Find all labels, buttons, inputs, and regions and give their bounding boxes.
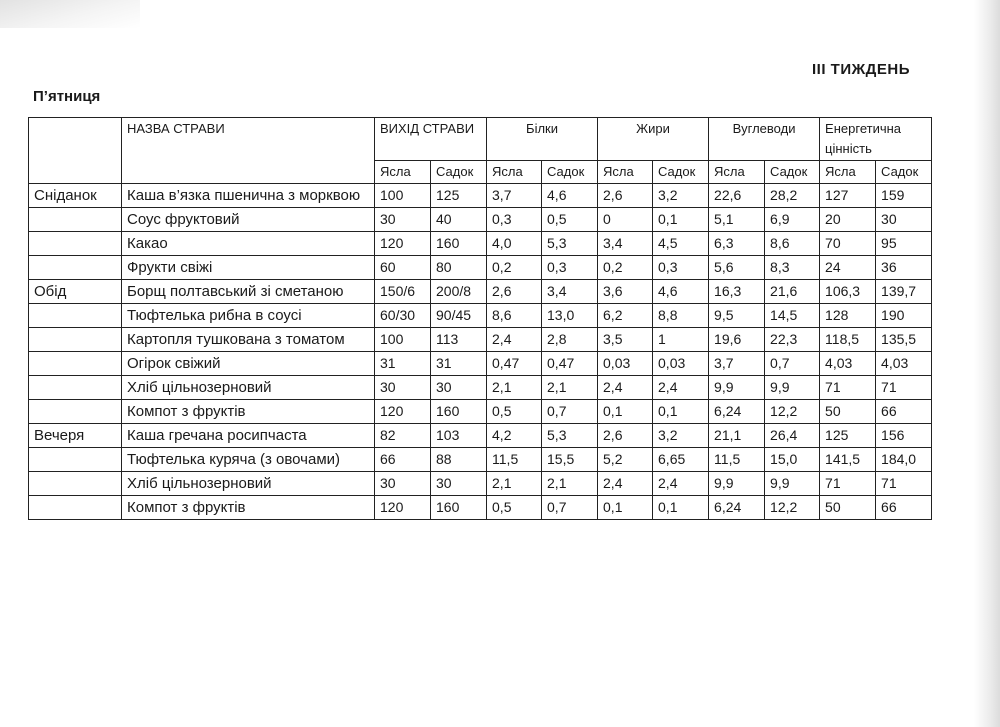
week-label: III ТИЖДЕНЬ (812, 61, 910, 78)
value-cell: 2,6 (598, 424, 653, 448)
table-row (29, 304, 932, 328)
value-cell: 20 (820, 208, 876, 232)
value-cell: 31 (375, 352, 431, 376)
value-cell: 60/30 (375, 304, 431, 328)
table-row (29, 280, 932, 304)
dish-name: Картопля тушкована з томатом (122, 328, 375, 352)
value-cell: 2,4 (653, 472, 709, 496)
header-energy: Енергетична цінність (820, 118, 932, 161)
value-cell: 36 (876, 256, 932, 280)
dish-name: Фрукти свіжі (122, 256, 375, 280)
value-cell: 15,0 (765, 448, 820, 472)
value-cell: 70 (820, 232, 876, 256)
value-cell: 159 (876, 184, 932, 208)
value-cell: 2,4 (653, 376, 709, 400)
day-title: П’ятниця (33, 88, 101, 105)
value-cell: 2,6 (487, 280, 542, 304)
subheader-nursery: Ясла (375, 161, 431, 184)
value-cell: 0,3 (487, 208, 542, 232)
value-cell: 4,0 (487, 232, 542, 256)
subheader-nursery: Ясла (598, 161, 653, 184)
dish-name: Каша в’язка пшенична з морквою (122, 184, 375, 208)
value-cell: 0,47 (487, 352, 542, 376)
value-cell: 9,9 (709, 376, 765, 400)
value-cell: 80 (431, 256, 487, 280)
dish-name: Огірок свіжий (122, 352, 375, 376)
value-cell: 113 (431, 328, 487, 352)
value-cell: 15,5 (542, 448, 598, 472)
value-cell: 0,7 (765, 352, 820, 376)
subheader-kindergarten: Садок (876, 161, 932, 184)
dish-name: Соус фруктовий (122, 208, 375, 232)
scan-shadow-edge (974, 0, 1000, 727)
value-cell: 0,1 (653, 400, 709, 424)
value-cell: 100 (375, 328, 431, 352)
value-cell: 60 (375, 256, 431, 280)
value-cell: 1 (653, 328, 709, 352)
table-row (29, 496, 932, 520)
value-cell: 3,4 (542, 280, 598, 304)
value-cell: 0,7 (542, 400, 598, 424)
table-row (29, 328, 932, 352)
value-cell: 21,1 (709, 424, 765, 448)
value-cell: 0,1 (653, 208, 709, 232)
value-cell: 2,1 (542, 376, 598, 400)
value-cell: 0,5 (542, 208, 598, 232)
value-cell: 3,2 (653, 424, 709, 448)
value-cell: 71 (820, 376, 876, 400)
value-cell: 8,3 (765, 256, 820, 280)
table-row (29, 352, 932, 376)
dish-name: Компот з фруктів (122, 496, 375, 520)
value-cell: 160 (431, 400, 487, 424)
value-cell: 9,9 (765, 376, 820, 400)
value-cell: 31 (431, 352, 487, 376)
value-cell: 5,2 (598, 448, 653, 472)
value-cell: 50 (820, 496, 876, 520)
value-cell: 160 (431, 232, 487, 256)
dish-name: Борщ полтавський зі сметаною (122, 280, 375, 304)
value-cell: 6,24 (709, 496, 765, 520)
value-cell: 95 (876, 232, 932, 256)
meal-cell-empty (29, 472, 122, 496)
value-cell: 13,0 (542, 304, 598, 328)
subheader-nursery: Ясла (709, 161, 765, 184)
meal-cell-empty (29, 376, 122, 400)
value-cell: 5,1 (709, 208, 765, 232)
value-cell: 103 (431, 424, 487, 448)
meal-cell-empty (29, 304, 122, 328)
value-cell: 2,4 (598, 376, 653, 400)
value-cell: 0,3 (542, 256, 598, 280)
value-cell: 120 (375, 232, 431, 256)
meal-label: Сніданок (29, 184, 122, 208)
value-cell: 26,4 (765, 424, 820, 448)
value-cell: 128 (820, 304, 876, 328)
value-cell: 125 (820, 424, 876, 448)
value-cell: 139,7 (876, 280, 932, 304)
subheader-kindergarten: Садок (765, 161, 820, 184)
table-row (29, 472, 932, 496)
value-cell: 3,6 (598, 280, 653, 304)
value-cell: 2,1 (487, 472, 542, 496)
value-cell: 125 (431, 184, 487, 208)
subheader-kindergarten: Садок (653, 161, 709, 184)
table-row (29, 424, 932, 448)
value-cell: 9,9 (709, 472, 765, 496)
value-cell: 4,2 (487, 424, 542, 448)
value-cell: 0,1 (653, 496, 709, 520)
meal-cell-empty (29, 328, 122, 352)
value-cell: 30 (431, 376, 487, 400)
value-cell: 160 (431, 496, 487, 520)
value-cell: 120 (375, 496, 431, 520)
value-cell: 30 (876, 208, 932, 232)
table-row (29, 400, 932, 424)
value-cell: 3,7 (487, 184, 542, 208)
dish-name: Тюфтелька рибна в соусі (122, 304, 375, 328)
value-cell: 3,5 (598, 328, 653, 352)
value-cell: 5,6 (709, 256, 765, 280)
value-cell: 156 (876, 424, 932, 448)
value-cell: 5,3 (542, 424, 598, 448)
value-cell: 106,3 (820, 280, 876, 304)
value-cell: 0,7 (542, 496, 598, 520)
value-cell: 120 (375, 400, 431, 424)
table-row (29, 256, 932, 280)
table-row (29, 184, 932, 208)
table-row (29, 232, 932, 256)
value-cell: 11,5 (487, 448, 542, 472)
value-cell: 4,03 (820, 352, 876, 376)
menu-body (29, 184, 932, 520)
value-cell: 0 (598, 208, 653, 232)
subheader-nursery: Ясла (820, 161, 876, 184)
value-cell: 66 (876, 496, 932, 520)
value-cell: 6,2 (598, 304, 653, 328)
value-cell: 50 (820, 400, 876, 424)
value-cell: 0,5 (487, 496, 542, 520)
table-row (29, 208, 932, 232)
value-cell: 4,6 (653, 280, 709, 304)
value-cell: 200/8 (431, 280, 487, 304)
dish-name: Каша гречана росипчаста (122, 424, 375, 448)
value-cell: 30 (375, 208, 431, 232)
value-cell: 0,47 (542, 352, 598, 376)
value-cell: 0,2 (598, 256, 653, 280)
value-cell: 14,5 (765, 304, 820, 328)
value-cell: 40 (431, 208, 487, 232)
dish-name: Какао (122, 232, 375, 256)
value-cell: 19,6 (709, 328, 765, 352)
value-cell: 190 (876, 304, 932, 328)
value-cell: 2,1 (487, 376, 542, 400)
dish-name: Тюфтелька куряча (з овочами) (122, 448, 375, 472)
value-cell: 22,3 (765, 328, 820, 352)
value-cell: 0,03 (598, 352, 653, 376)
header-carbs: Вуглеводи (709, 118, 820, 161)
value-cell: 3,2 (653, 184, 709, 208)
value-cell: 8,6 (765, 232, 820, 256)
meal-cell-empty (29, 496, 122, 520)
value-cell: 141,5 (820, 448, 876, 472)
value-cell: 0,1 (598, 400, 653, 424)
dish-name: Хліб цільнозерновий (122, 472, 375, 496)
subheader-kindergarten: Садок (431, 161, 487, 184)
value-cell: 12,2 (765, 496, 820, 520)
value-cell: 135,5 (876, 328, 932, 352)
header-dish: НАЗВА СТРАВИ (122, 118, 375, 184)
value-cell: 6,65 (653, 448, 709, 472)
value-cell: 11,5 (709, 448, 765, 472)
value-cell: 0,1 (598, 496, 653, 520)
value-cell: 2,4 (487, 328, 542, 352)
header-fats: Жири (598, 118, 709, 161)
meal-cell-empty (29, 256, 122, 280)
meal-label: Вечеря (29, 424, 122, 448)
subheader-kindergarten: Садок (542, 161, 598, 184)
value-cell: 8,6 (487, 304, 542, 328)
value-cell: 3,4 (598, 232, 653, 256)
value-cell: 66 (375, 448, 431, 472)
scan-shadow-corner (0, 0, 140, 28)
value-cell: 0,2 (487, 256, 542, 280)
value-cell: 2,6 (598, 184, 653, 208)
value-cell: 100 (375, 184, 431, 208)
value-cell: 22,6 (709, 184, 765, 208)
value-cell: 30 (375, 472, 431, 496)
value-cell: 21,6 (765, 280, 820, 304)
table-row (29, 448, 932, 472)
value-cell: 127 (820, 184, 876, 208)
value-cell: 0,5 (487, 400, 542, 424)
subheader-nursery: Ясла (487, 161, 542, 184)
value-cell: 6,24 (709, 400, 765, 424)
value-cell: 90/45 (431, 304, 487, 328)
value-cell: 4,5 (653, 232, 709, 256)
value-cell: 0,03 (653, 352, 709, 376)
value-cell: 30 (431, 472, 487, 496)
meal-cell-empty (29, 208, 122, 232)
value-cell: 71 (876, 376, 932, 400)
value-cell: 6,3 (709, 232, 765, 256)
value-cell: 82 (375, 424, 431, 448)
value-cell: 24 (820, 256, 876, 280)
value-cell: 9,9 (765, 472, 820, 496)
value-cell: 184,0 (876, 448, 932, 472)
header-row (29, 118, 932, 161)
value-cell: 12,2 (765, 400, 820, 424)
header-meal (29, 118, 122, 184)
meal-cell-empty (29, 352, 122, 376)
value-cell: 2,1 (542, 472, 598, 496)
value-cell: 9,5 (709, 304, 765, 328)
value-cell: 71 (820, 472, 876, 496)
meal-cell-empty (29, 448, 122, 472)
value-cell: 88 (431, 448, 487, 472)
dish-name: Компот з фруктів (122, 400, 375, 424)
dish-name: Хліб цільнозерновий (122, 376, 375, 400)
value-cell: 16,3 (709, 280, 765, 304)
value-cell: 4,03 (876, 352, 932, 376)
value-cell: 3,7 (709, 352, 765, 376)
header-output: ВИХІД СТРАВИ (375, 118, 487, 161)
value-cell: 4,6 (542, 184, 598, 208)
meal-label: Обід (29, 280, 122, 304)
value-cell: 2,4 (598, 472, 653, 496)
value-cell: 2,8 (542, 328, 598, 352)
meal-cell-empty (29, 232, 122, 256)
value-cell: 8,8 (653, 304, 709, 328)
value-cell: 6,9 (765, 208, 820, 232)
table-row (29, 376, 932, 400)
value-cell: 5,3 (542, 232, 598, 256)
value-cell: 30 (375, 376, 431, 400)
value-cell: 150/6 (375, 280, 431, 304)
meal-cell-empty (29, 400, 122, 424)
value-cell: 71 (876, 472, 932, 496)
value-cell: 66 (876, 400, 932, 424)
header-proteins: Білки (487, 118, 598, 161)
value-cell: 118,5 (820, 328, 876, 352)
value-cell: 28,2 (765, 184, 820, 208)
menu-table (28, 117, 932, 520)
value-cell: 0,3 (653, 256, 709, 280)
